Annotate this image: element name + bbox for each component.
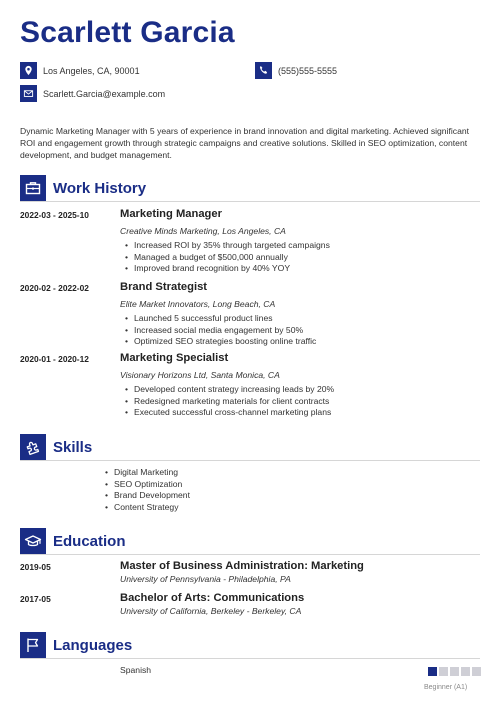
skills-heading [20,434,92,460]
location-text: Los Angeles, CA, 90001 [43,65,140,76]
job-bullet: • Increased social media engagement by 50% [134,325,316,337]
skills-list [114,467,190,513]
map-pin-icon [20,62,37,79]
job-org: Elite Market Innovators, Long Beach, CA [120,299,276,309]
job-role: Marketing Manager [120,208,222,220]
candidate-name: Scarlett Garcia [20,16,235,49]
contact-phone [255,62,337,79]
education-degree: Master of Business Administration: Marketing [120,560,364,572]
level-square-empty [439,667,448,676]
skill-item: • Digital Marketing [114,467,190,479]
education-school: University of Pennsylvania - Philadelphia, PA [120,574,291,584]
work-history-heading [20,175,146,201]
section-divider [20,460,480,461]
phone-link[interactable]: (555)555-5555 [278,65,338,76]
language-name: Spanish [120,665,152,675]
level-square-empty [472,667,481,676]
education-title: Education [53,532,126,550]
level-square-empty [450,667,459,676]
graduation-cap-icon [20,528,46,554]
job-bullet: • Managed a budget of $500,000 annually [134,252,330,264]
contact-email [20,85,165,102]
job-bullets [134,240,330,275]
language-level-label: Beginner (A1) [424,684,468,691]
work-history-title: Work History [53,179,147,197]
job-bullet: • Improved brand recognition by 40% YOY [134,263,330,275]
section-divider [20,554,480,555]
section-divider [20,658,480,659]
skill-item: • Brand Development [114,490,190,502]
phone-icon [255,62,272,79]
job-org: Creative Minds Marketing, Los Angeles, CA [120,226,286,236]
job-org: Visionary Horizons Ltd, Santa Monica, CA [120,370,280,380]
email-link[interactable]: Scarlett.Garcia@example.com [43,88,166,99]
flag-icon [20,632,46,658]
profile-summary: Dynamic Marketing Manager with 5 years of experience in brand innovation and digital marketing. Achieved significant ROI and engagement growth through strategic campaigns and creative solutions. Skilled in SEO optimization, content development, and budget management. [20,126,470,160]
puzzle-icon [20,434,46,460]
level-square-filled [428,667,437,676]
job-bullet: • Optimized SEO strategies boosting online traffic [134,336,316,348]
job-role: Brand Strategist [120,281,208,293]
job-dates: 2020-02 - 2022-02 [20,283,89,293]
job-bullet: • Redesigned marketing materials for client contracts [134,396,334,408]
skills-title: Skills [53,438,93,456]
job-bullet: • Launched 5 successful product lines [134,313,316,325]
job-dates: 2022-03 - 2025-10 [20,210,89,220]
languages-heading [20,632,132,658]
job-dates: 2020-01 - 2020-12 [20,354,89,364]
section-divider [20,201,480,202]
job-role: Marketing Specialist [120,352,229,364]
skill-item: • SEO Optimization [114,479,190,491]
education-date: 2019-05 [20,562,51,572]
education-date: 2017-05 [20,594,51,604]
education-heading [20,528,126,554]
job-bullet: • Developed content strategy increasing leads by 20% [134,384,334,396]
envelope-icon [20,85,37,102]
level-square-empty [461,667,470,676]
contact-location [20,62,140,79]
skill-item: • Content Strategy [114,502,190,514]
job-bullets [134,313,316,348]
job-bullet: • Increased ROI by 35% through targeted campaigns [134,240,330,252]
job-bullet: • Executed successful cross-channel marketing plans [134,407,334,419]
education-school: University of California, Berkeley - Berkeley, CA [120,606,302,616]
education-degree: Bachelor of Arts: Communications [120,592,305,604]
briefcase-icon [20,175,46,201]
job-bullets [134,384,334,419]
language-level-bar [428,667,481,676]
languages-title: Languages [53,636,133,654]
